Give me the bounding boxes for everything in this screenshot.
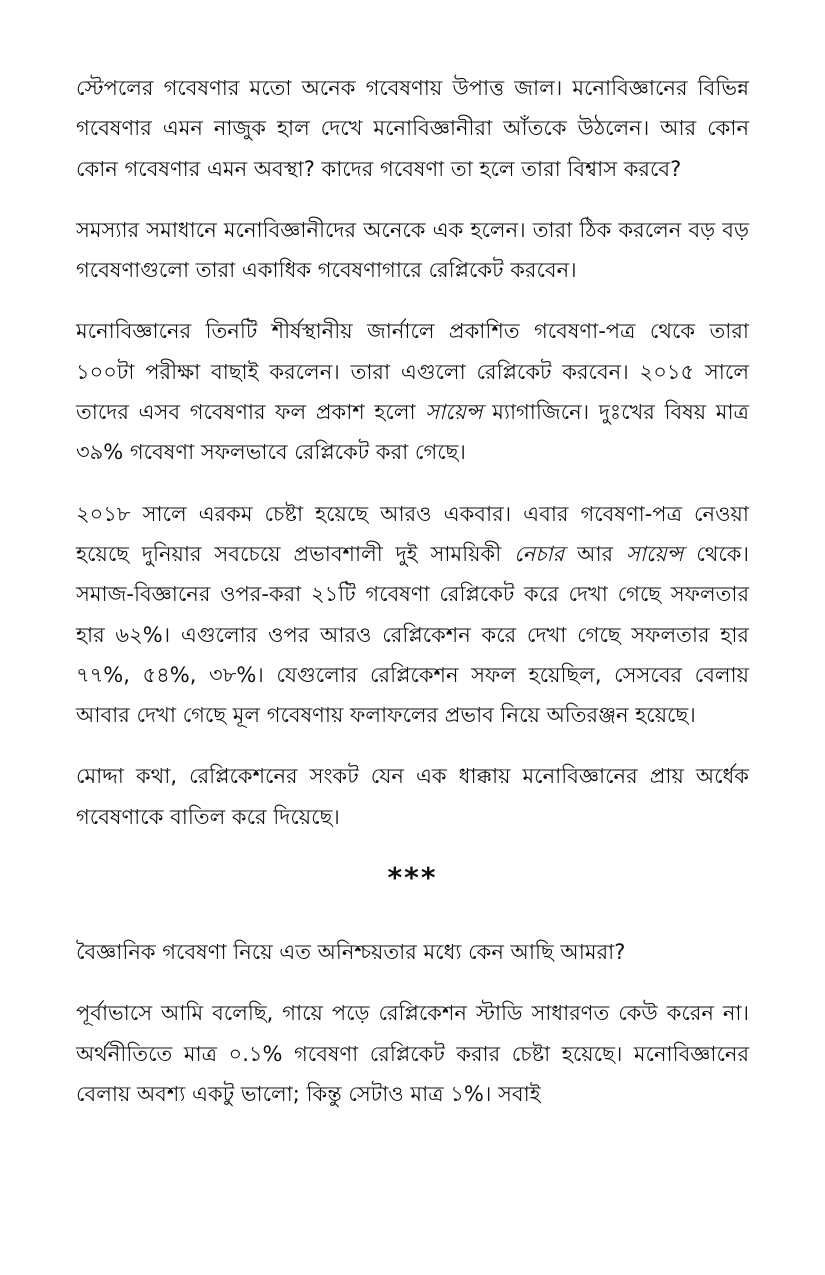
paragraph-text: স্টেপলের গবেষণার মতো অনেক গবেষণায় উপাত্ত জাল। মনোবিজ্ঞানের বিভিন্ন গবেষণার এমন নাজুক হাল দেখে মনোবিজ্ঞানীরা আঁতকে উঠলেন। আর কোন কোন গবেষণার এমন অবস্থা? কাদের গবেষণা তা হলে তারা বিশ্বাস করবে? (76, 76, 749, 181)
italic-magazine-name: সায়েন্স (626, 541, 684, 566)
paragraph-text: পূর্বাভাসে আমি বলেছি, গায়ে পড়ে রেপ্লিকেশন স্টাডি সাধারণত কেউ করেন না। অর্থনীতিতে মাত্র ০.১% গবেষণা রেপ্লিকেট করার চেষ্টা হয়েছে। মনোবিজ্ঞানের বেলায় অবশ্য একটু ভালো; কিন্তু সেটাও মাত্র ১%। সবাই (76, 1001, 749, 1106)
italic-magazine-name: সায়েন্স (425, 400, 483, 425)
italic-magazine-name: নেচার (514, 541, 565, 566)
paragraph (76, 494, 749, 736)
paragraph-text: মোদ্দা কথা, রেপ্লিকেশনের সংকট যেন এক ধাক্কায় মনোবিজ্ঞানের প্রায় অর্ধেক গবেষণাকে বাতিল করে দিয়েছে। (76, 764, 749, 829)
paragraph (76, 311, 749, 472)
paragraphs-after-separator (76, 932, 749, 1114)
paragraph (76, 210, 749, 291)
paragraph-text: ২০১৮ সালে এরকম চেষ্টা হয়েছে আরও একবার। এবার গবেষণা-পত্র নেওয়া হয়েছে দুনিয়ার সবচেয়ে প্রভাবশালী দুই সাময়িকী (76, 501, 749, 566)
book-page (76, 68, 749, 1135)
paragraph-text: আর (564, 541, 627, 566)
paragraph (76, 756, 749, 837)
paragraphs-before-separator (76, 68, 749, 837)
paragraph-text: সমস্যার সমাধানে মনোবিজ্ঞানীদের অনেকে এক হলেন। তারা ঠিক করলেন বড় বড় গবেষণাগুলো তারা একাধিক গবেষণাগারে রেপ্লিকেট করবেন। (76, 217, 749, 283)
paragraph-text: বৈজ্ঞানিক গবেষণা নিয়ে এত অনিশ্চয়তার মধ্যে কেন আছি আমরা? (76, 940, 626, 965)
paragraph (76, 932, 749, 972)
paragraph-text: ম্যাগাজিনে। দুঃখের বিষয় মাত্র ৩৯% গবেষণা সফলভাবে রেপ্লিকেট করা গেছে। (76, 400, 749, 465)
paragraph-text: থেকে। সমাজ-বিজ্ঞানের ওপর-করা ২১টি গবেষণা রেপ্লিকেট করে দেখা গেছে সফলতার হার ৬২%। এগুলোর ওপর আরও রেপ্লিকেশন করে দেখা গেছে সফলতার হার ৭৭%, ৫৪%, ৩৮%। যেগুলোর রেপ্লিকেশন সফল হয়েছিল, সেসবের বেলায় আবার দেখা গেছে মূল গবেষণায় ফলাফলের প্রভাব নিয়ে অতিরঞ্জন হয়েছে। (76, 541, 749, 728)
paragraph (76, 68, 749, 189)
paragraph-text: মনোবিজ্ঞানের তিনটি শীর্ষস্থানীয় জার্নালে প্রকাশিত গবেষণা-পত্র থেকে তারা ১০০টা পরীক্ষা বাছাই করলেন। তারা এগুলো রেপ্লিকেট করবেন। ২০১৫ সালে তাদের এসব গবেষণার ফল প্রকাশ হলো (76, 319, 749, 425)
section-separator: *** (387, 861, 438, 895)
paragraph (76, 993, 749, 1114)
